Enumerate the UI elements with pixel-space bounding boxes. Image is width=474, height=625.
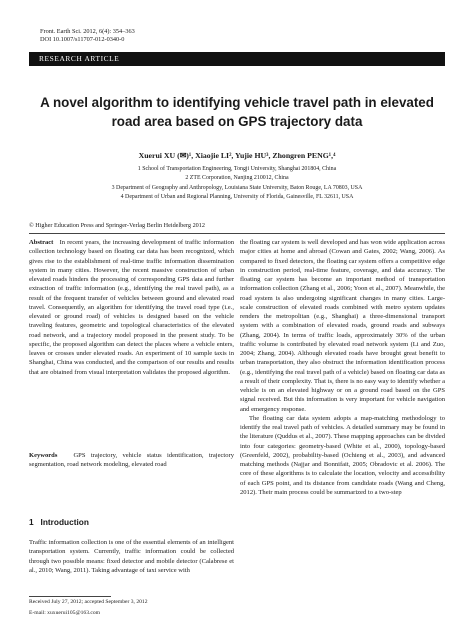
- introduction-text: Traffic information collection is one of the essential elements of an intelligent transportation system. Currently, traffic information could be collected through two possible means: fixed detector and mobile detector (Calabrese et al., 2010; Wang, 2011). Taking advantage of taxi service with: [29, 539, 234, 574]
- abstract-label: Abstract: [29, 239, 54, 246]
- footnote-divider: [29, 596, 111, 597]
- paper-title-line: A novel algorithm to identifying vehicle travel path in elevated: [40, 95, 434, 110]
- keywords-block: [29, 451, 234, 470]
- keywords-text: GPS trajectory, vehicle status identification, trajectory segmentation, road network modeling, elevated road: [29, 452, 234, 469]
- contact-email[interactable]: E-mail: xuxuerui105@163.com: [29, 610, 101, 616]
- paragraph: The floating car data system adopts a map-matching methodology to identify the real travel path of vehicles. A detailed summary may be found in the literature (Quddus et al., 2007). These mapping approaches can be divided into four categories: geometry-based (White et al., 2000), topology-based (Greenfeld, 2002), probability-based (Ochieng et al., 2003), and advanced matching methods (Najjar and Bonnifait, 2005; Obradovic et al. 2006). The core of these algorithms is to calculate the location, velocity and accessibility of each GPS point, and its distance from candidate roads (Wang and Cheng, 2012). Their main process could be summarized to a two-step: [240, 414, 445, 496]
- affiliation: 4 Department of Urban and Regional Planning, University of Florida, Gainesville, FL 32611, USA: [120, 194, 354, 201]
- paper-title: [20, 93, 454, 131]
- paper-title-line: road area based on GPS trajectory data: [111, 114, 363, 129]
- affiliations: [20, 165, 454, 203]
- section-number: 1: [29, 517, 34, 527]
- affiliation: 2 ZTE Corporation, Nanjing 210012, China: [185, 175, 289, 182]
- section-heading-introduction: [29, 517, 89, 527]
- affiliation: 3 Department of Geography and Anthropology, Louisiana State University, Baton Rouge, LA 70803, USA: [111, 184, 363, 191]
- received-date: Received July 27, 2012; accepted September 3, 2012: [29, 599, 148, 605]
- right-column-text: [240, 238, 445, 497]
- author-list: Xuerui XU (✉)¹, Xiaojie LI², Yujie HU³, Zhongren PENG¹,⁴: [138, 151, 336, 160]
- abstract-block: [29, 238, 234, 377]
- section-title: Introduction: [40, 517, 89, 527]
- divider: [29, 233, 445, 234]
- abstract-text: In recent years, the increasing development of traffic information collection technology based on floating car data has been recognized, which gives rise to the establishment of real-time traffic information dissemination system in many cities. However, the recent massive construction of urban elevated roads hinders the processing of corresponding GPS data and further extraction of traffic information (e.g., identifying the real travel path), as a result of the frequent transfer of vehicles between ground and elevated road travel. Consequently, an algorithm for identifying the travel road type (i.e., elevated or ground road) of vehicles is designed based on the vehicle traveling features, geometric and topological characteristics of the elevated road network, and a trajectory model proposed in the present study. To be specific, the proposed algorithm can detect the places where a vehicle enters, leaves or crosses under elevated roads. An experiment of 10 sample taxis in Shanghai, China was conducted, and the comparison of our results and results that are obtained from visual interpretation validates the proposed algorithm.: [29, 239, 234, 376]
- affiliation: 1 School of Transportation Engineering, Tongji University, Shanghai 201804, China: [137, 166, 337, 172]
- keywords-label: Keywords: [29, 452, 58, 459]
- article-type-banner: RESEARCH ARTICLE: [29, 52, 445, 66]
- journal-citation: Front. Earth Sci. 2012, 6(4): 354–363: [40, 28, 135, 35]
- copyright-notice: © Higher Education Press and Springer-Verlag Berlin Heidelberg 2012: [29, 222, 205, 229]
- doi[interactable]: DOI 10.1007/s11707-012-0340-0: [40, 35, 125, 43]
- paragraph: the floating car system is well developed and has won wide application across major cities at home and abroad (Cowan and Gates, 2002; Wang, 2006). As compared to fixed detectors, the floating car system offers a competitive edge in construction period, real-time feature, coverage, and data accuracy. The floating car system has become an important method of transportation information collection (Zhang et al., 2006; Yoon et al., 2007). Meanwhile, the road system is also undergoing significant changes in many cities. Large-scale construction of elevated roads combined with metro system updates renders the metropolitan (e.g., Shanghai) a three-dimensional transport system with a combination of elevated roads, ground roads and subways (Zhang, 2004). In terms of traffic loads, approximately 30% of the urban traffic volume is contributed by elevated road network system (Li and Zuo, 2004; Zhang, 2004). Although elevated roads have brought great benefit to urban transportation, they also obstruct the information identification process (e.g., identifying the real travel path of a vehicle) based on floating car data as a result of their complexity. That is, there is no easy way to identify whether a vehicle is on an elevated highway or on a ground road based on the GPS signal received. But this information is very important for vehicle navigation and emergency response.: [240, 239, 445, 413]
